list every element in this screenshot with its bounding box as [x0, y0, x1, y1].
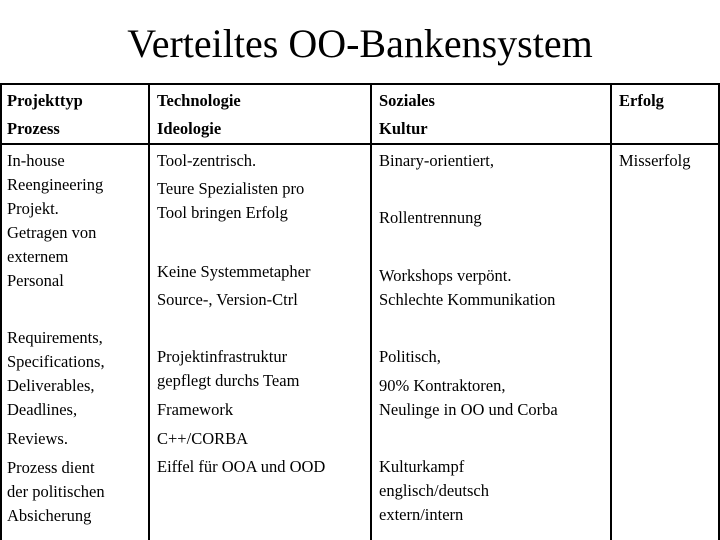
col3-line: extern/intern [379, 505, 464, 524]
col3-line: Politisch, [379, 347, 441, 366]
header-kultur: Kultur [379, 119, 428, 138]
col3-line: Schlechte Kommunikation [379, 290, 556, 309]
col3-line: 90% Kontraktoren, [379, 376, 506, 395]
col2-line: Teure Spezialisten pro [157, 179, 305, 198]
col3-line: Rollentrennung [379, 208, 482, 227]
header-ideologie: Ideologie [157, 119, 222, 138]
col1-line: Reengineering [7, 175, 104, 194]
header-erfolg: Erfolg [619, 91, 664, 110]
col3-line: Binary-orientiert, [379, 151, 495, 170]
col2-line: Tool bringen Erfolg [157, 203, 288, 222]
col2-line: Source-, Version-Ctrl [157, 290, 298, 309]
col1-line: Absicherung [7, 506, 92, 525]
col2-line: Projektinfrastruktur [157, 347, 288, 366]
header-separator [0, 143, 720, 145]
col1-line: Projekt. [7, 199, 59, 218]
col1-line: der politischen [7, 482, 105, 501]
col3-line: englisch/deutsch [379, 481, 489, 500]
header-prozess: Prozess [7, 119, 60, 138]
col1-line: In-house [7, 151, 65, 170]
header-technologie: Technologie [157, 91, 241, 110]
col2-line: gepflegt durchs Team [157, 371, 300, 390]
table-top-border [0, 83, 720, 85]
col1-line: Specifications, [7, 352, 105, 371]
table-left-border [0, 83, 2, 540]
col2-line: Keine Systemmetapher [157, 262, 311, 281]
col2-line: C++/CORBA [157, 429, 249, 448]
column-divider-3 [610, 83, 612, 540]
page-title: Verteiltes OO-Bankensystem [127, 21, 593, 66]
col4-line: Misserfolg [619, 151, 691, 170]
column-divider-2 [370, 83, 372, 540]
col1-line: Prozess dient [7, 458, 95, 477]
col3-line: Kulturkampf [379, 457, 465, 476]
column-divider-1 [148, 83, 150, 540]
col1-line: Reviews. [7, 429, 68, 448]
col3-line: Workshops verpönt. [379, 266, 512, 285]
col2-line: Eiffel für OOA und OOD [157, 457, 326, 476]
col1-line: Deliverables, [7, 376, 95, 395]
col1-line: Requirements, [7, 328, 103, 347]
header-projekttyp: Projekttyp [7, 91, 83, 110]
col2-line: Tool-zentrisch. [157, 151, 257, 170]
col1-line: Getragen von [7, 223, 97, 242]
col1-line: Deadlines, [7, 400, 78, 419]
col2-line: Framework [157, 400, 234, 419]
header-soziales: Soziales [379, 91, 435, 110]
col1-line: Personal [7, 271, 64, 290]
col1-line: externem [7, 247, 69, 266]
col3-line: Neulinge in OO und Corba [379, 400, 558, 419]
